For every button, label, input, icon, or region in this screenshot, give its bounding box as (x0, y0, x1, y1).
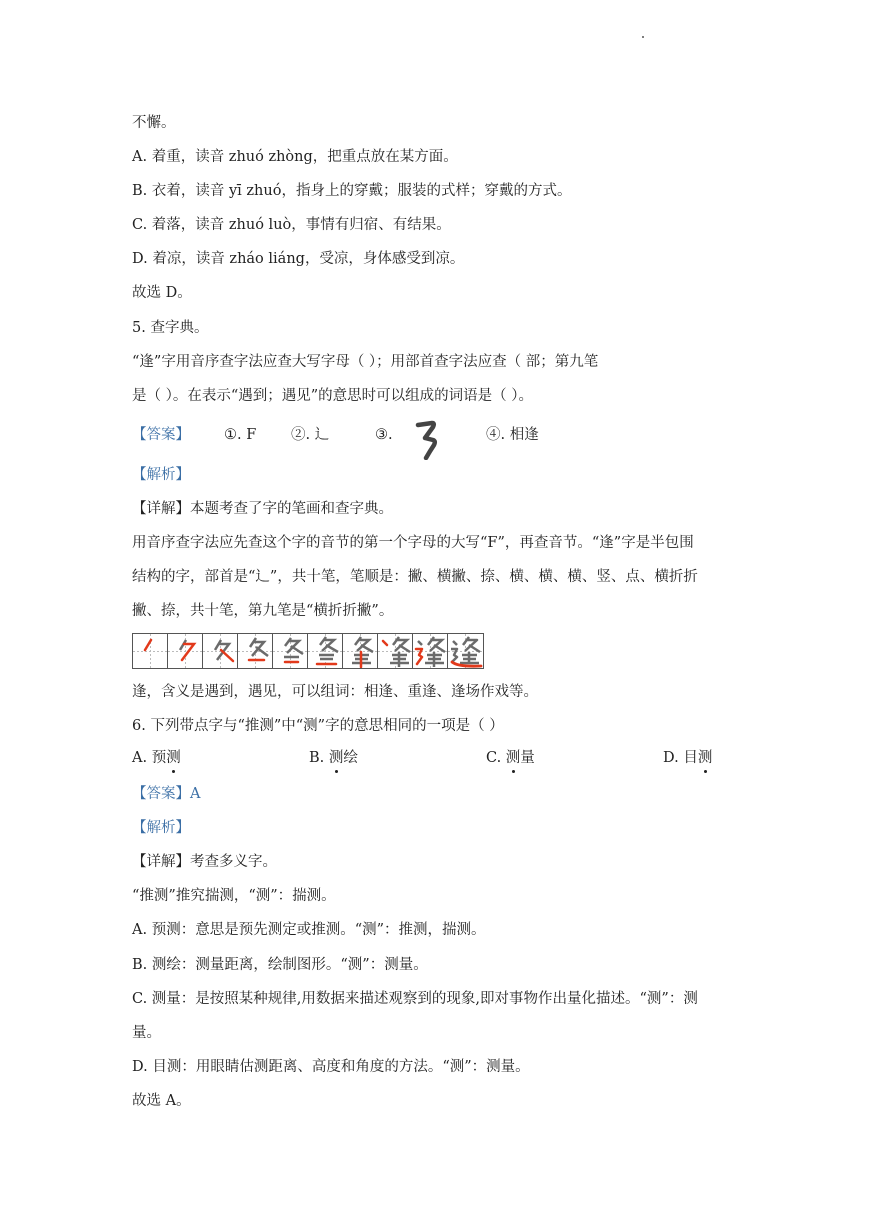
stroke-cell-9 (412, 633, 448, 669)
text-line: 量。 (132, 1025, 161, 1041)
stroke-cell-2 (167, 633, 203, 669)
text-line: A. 着重，读音 zhuó zhòng，把重点放在某方面。 (132, 149, 458, 165)
text-line: B. 衣着，读音 yī zhuó，指身上的穿戴；服装的式样；穿戴的方式。 (132, 183, 572, 199)
page-mark (642, 36, 644, 38)
text-line: 不懈。 (132, 115, 176, 131)
text-line: 故选 D。 (132, 285, 192, 301)
answer-1: ①. F (224, 427, 257, 443)
question-text: 是（ ）。在表示“遇到；遇见”的意思时可以组成的词语是（ ）。 (132, 388, 534, 404)
stroke-cell-5 (272, 633, 308, 669)
stroke-cell-4 (237, 633, 273, 669)
question-title: 6. 下列带点字与“推测”中“测”字的意思相同的一项是（ ） (132, 718, 504, 734)
stroke-cell-8 (377, 633, 413, 669)
dotted-char: 测 (328, 750, 344, 766)
dotted-char: 测 (166, 750, 181, 766)
stroke-cell-10 (447, 633, 484, 669)
option-c: C. 测量 (486, 750, 535, 766)
dotted-char: 测 (505, 750, 521, 766)
stroke-order-strip (132, 633, 484, 669)
text-line: 故选 A。 (132, 1093, 191, 1109)
text-line: 【详解】考查多义字。 (132, 854, 277, 870)
option-a: A. 预测 (132, 750, 181, 766)
text-line: “推测”推究揣测，“测”：揣测。 (132, 888, 336, 904)
stroke-cell-3 (202, 633, 238, 669)
answer-line: 【答案】A (132, 786, 201, 802)
stroke-cell-6 (307, 633, 343, 669)
answer-4: ④. 相逢 (486, 427, 539, 443)
text-line: 用音序查字法应先查这个字的音节的第一个字母的大写“F”，再查音节。“逢”字是半包围 (132, 535, 694, 551)
question-text: “逢”字用音序查字法应查大写字母（ ）；用部首查字法应查（ 部；第九笔 (132, 354, 599, 370)
option-b: B. 测绘 (309, 750, 358, 766)
text-line: D. 目测：用眼睛估测距离、高度和角度的方法。“测”：测量。 (132, 1059, 530, 1075)
analysis-label: 【解析】 (132, 467, 190, 483)
stroke-cell-1 (132, 633, 168, 669)
text-line: D. 着凉，读音 zháo liáng，受凉，身体感受到凉。 (132, 251, 465, 267)
text-line: B. 测绘：测量距离，绘制图形。“测”：测量。 (132, 957, 428, 973)
analysis-label: 【解析】 (132, 820, 190, 836)
text-line: 逢，含义是遇到，遇见，可以组词：相逢、重逢、逢场作戏等。 (132, 684, 538, 700)
question-title: 5. 查字典。 (132, 320, 209, 336)
text-line: C. 着落，读音 zhuó luò，事情有归宿、有结果。 (132, 217, 451, 233)
text-line: 【详解】本题考查了字的笔画和查字典。 (132, 501, 393, 517)
text-line: 撇、捺，共十笔，第九笔是“横折折撇”。 (132, 603, 394, 619)
option-d: D. 目测 (663, 750, 713, 766)
answer-label: 【答案】 (132, 427, 190, 443)
stroke-cell-7 (342, 633, 378, 669)
text-line: A. 预测：意思是预先测定或推测。“测”：推测，揣测。 (132, 922, 486, 938)
text-line: 结构的字，部首是“辶”，共十笔，笔顺是：撇、横撇、捺、横、横、横、竖、点、横折折 (132, 569, 698, 585)
stroke-heng-zhe-zhe-pie-icon (412, 418, 442, 460)
answer-2: ②. 辶 (291, 427, 330, 443)
text-line: C. 测量：是按照某种规律,用数据来描述观察到的现象,即对事物作出量化描述。“测”：测 (132, 991, 698, 1007)
answer-3: ③. (375, 427, 393, 443)
dotted-char: 测 (697, 750, 713, 766)
